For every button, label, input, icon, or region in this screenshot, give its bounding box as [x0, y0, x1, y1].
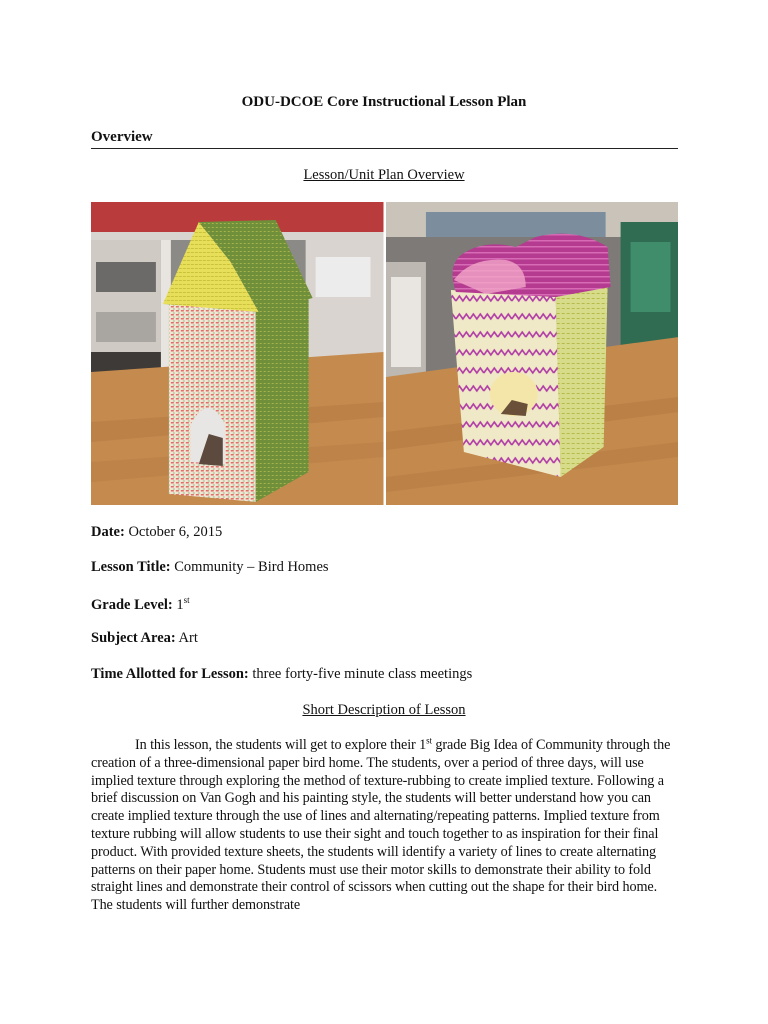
field-time-allotted — [91, 666, 472, 683]
document-title: ODU-DCOE Core Instructional Lesson Plan — [241, 94, 527, 110]
date-value: October 6, 2015 — [128, 524, 223, 540]
description-text-start: In this lesson, the students will get to explore their 1 — [135, 737, 427, 753]
subheading-short-description: Short Description of Lesson — [302, 702, 466, 718]
subheading-lesson-overview: Lesson/Unit Plan Overview — [303, 167, 465, 183]
field-grade-level — [91, 595, 190, 614]
section-divider — [91, 148, 678, 149]
field-date — [91, 524, 222, 541]
description-text-rest: grade Big Idea of Community through the creation of a three-dimensional paper bird home. The students, over a period of three days, will use implied texture through exploring the method of texture-rubbing to create implied texture. Following a brief discussion on Van Gogh and his painting style, the students will better understand how you can create implied texture through the use of lines and alternating/repeating patterns. Implied texture from texture rubbing will allow students to use their sight and touch together to as inspiration for their final product. With provided texture sheets, the students will identify a variety of lines to create alternating patterns on their paper home. Students must use their motor skills to demonstrate their ability to fold straight lines and demonstrate their control of scissors when cutting out the shape for their bird home. The students will further demonstrate — [91, 737, 671, 914]
grade-level-suffix: st — [183, 595, 190, 605]
photo-yellow-bird-home — [91, 202, 384, 505]
subject-area-label: Subject Area: — [91, 630, 176, 646]
section-heading-overview: Overview — [91, 129, 153, 145]
subject-area-value: Art — [178, 630, 198, 646]
time-allotted-value: three forty-five minute class meetings — [252, 666, 473, 682]
description-ordinal-suffix: st — [426, 735, 432, 746]
time-allotted-label: Time Allotted for Lesson: — [91, 666, 249, 682]
field-subject-area — [91, 630, 198, 647]
bird-home-photos — [91, 202, 678, 505]
lesson-title-value: Community – Bird Homes — [174, 559, 329, 575]
field-lesson-title — [91, 559, 329, 576]
lesson-title-label: Lesson Title: — [91, 559, 171, 575]
lesson-description — [91, 737, 678, 915]
grade-level-value: 1 — [176, 596, 184, 613]
date-label: Date: — [91, 524, 125, 540]
grade-level-label: Grade Level: — [91, 596, 173, 613]
photo-pink-bird-home — [386, 202, 679, 505]
